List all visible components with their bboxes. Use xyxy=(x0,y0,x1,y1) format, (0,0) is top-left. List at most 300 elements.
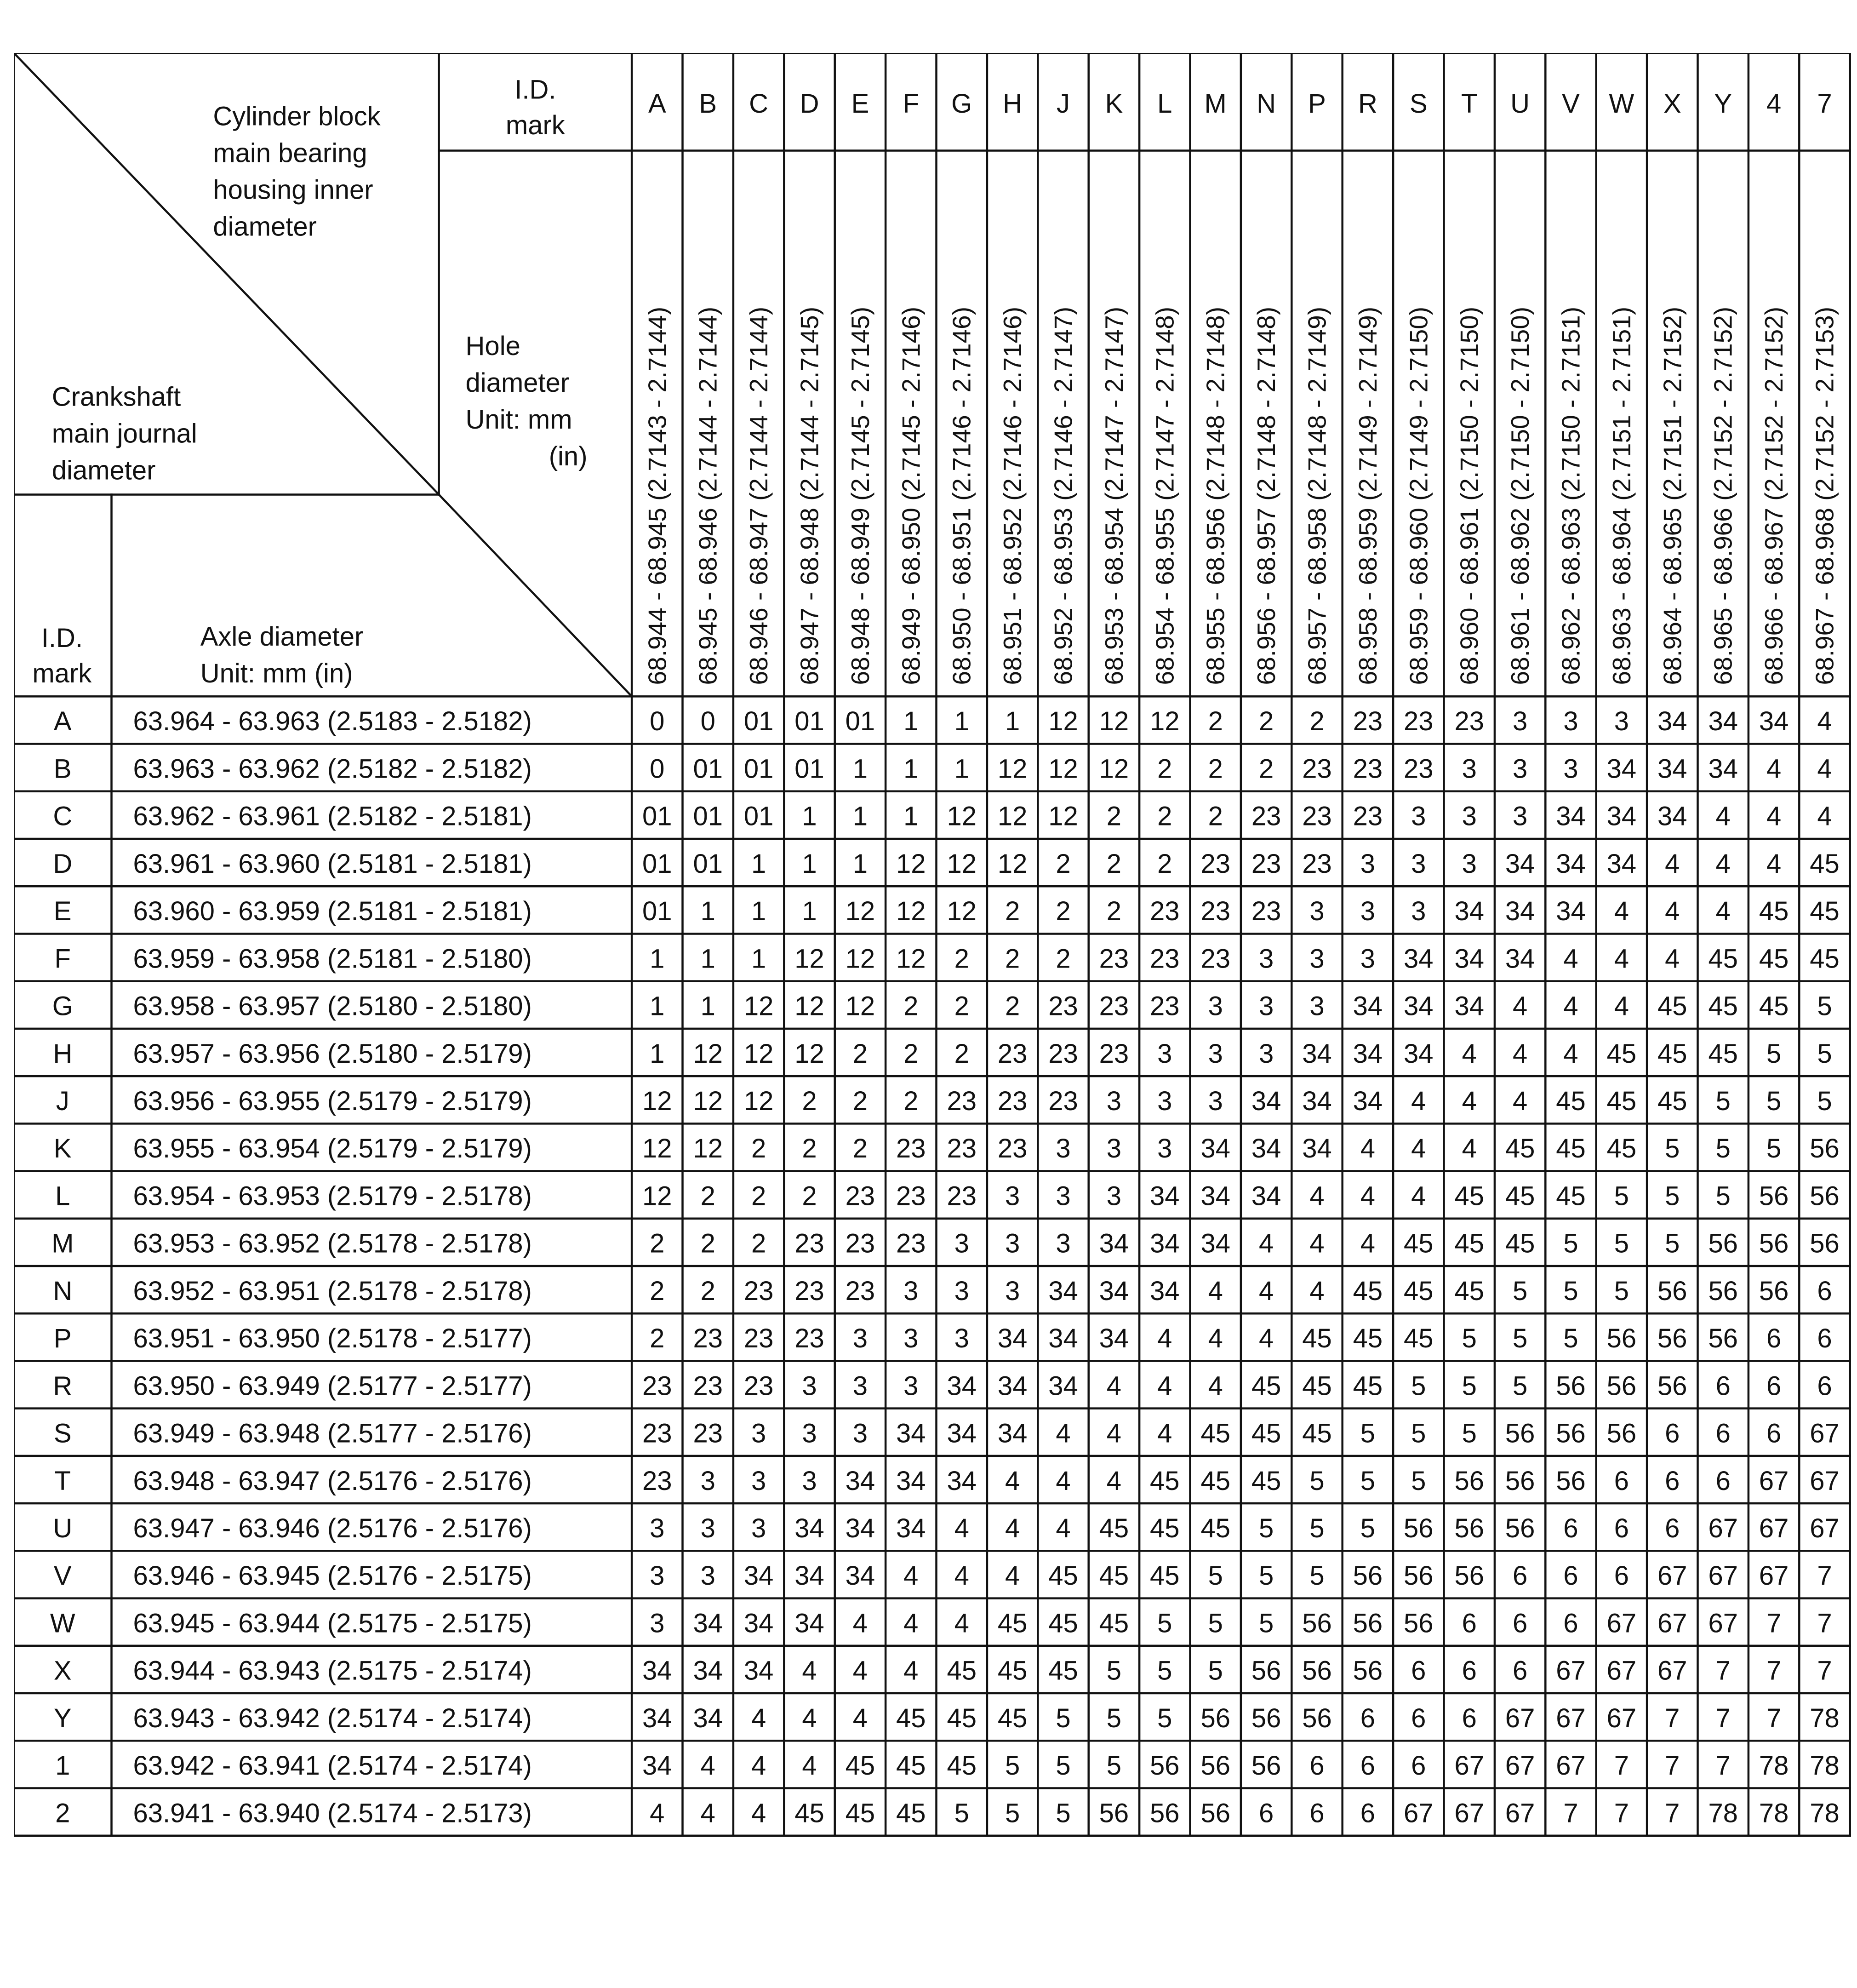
bearing-grade-cell: 56 xyxy=(1454,1561,1484,1591)
bearing-grade-cell: 3 xyxy=(700,1513,715,1543)
bearing-grade-cell: 5 xyxy=(1208,1561,1223,1591)
bearing-grade-cell: 7 xyxy=(1766,1656,1782,1686)
bearing-grade-cell: 7 xyxy=(1715,1751,1731,1781)
bearing-grade-cell: 4 xyxy=(1258,1323,1274,1354)
bearing-grade-cell: 67 xyxy=(1454,1798,1484,1828)
bearing-grade-cell: 56 xyxy=(1150,1798,1180,1828)
bearing-grade-cell: 34 xyxy=(693,1703,723,1733)
bearing-grade-cell: 23 xyxy=(1150,944,1180,974)
bearing-grade-cell: 56 xyxy=(1556,1418,1586,1449)
bearing-grade-cell: 4 xyxy=(1309,1228,1325,1259)
bearing-grade-cell: 23 xyxy=(1099,991,1129,1021)
bearing-grade-cell: 45 xyxy=(1200,1418,1230,1449)
bearing-grade-cell: 5 xyxy=(1360,1466,1376,1496)
bearing-grade-cell: 4 xyxy=(1309,1276,1325,1306)
bearing-grade-cell: 5 xyxy=(1208,1608,1223,1639)
bearing-grade-cell: 23 xyxy=(693,1371,723,1401)
bearing-grade-cell: 45 xyxy=(1606,1038,1637,1069)
bearing-grade-cell: 56 xyxy=(1505,1513,1535,1543)
bearing-grade-cell: 34 xyxy=(845,1466,875,1496)
row-axle-range: 63.949 - 63.948 (2.5177 - 2.5176) xyxy=(133,1418,532,1449)
bearing-grade-cell: 3 xyxy=(802,1371,817,1401)
bearing-grade-cell: 67 xyxy=(1657,1561,1687,1591)
row-axle-range: 63.964 - 63.963 (2.5183 - 2.5182) xyxy=(133,706,532,737)
bearing-grade-cell: 6 xyxy=(1563,1608,1578,1639)
bearing-grade-cell: 6 xyxy=(1258,1798,1274,1828)
bearing-grade-cell: 7 xyxy=(1563,1798,1578,1828)
bearing-grade-cell: 6 xyxy=(1360,1703,1376,1733)
bearing-grade-cell: 5 xyxy=(1360,1513,1376,1543)
row-id-mark: U xyxy=(53,1513,73,1543)
bearing-grade-cell: 5 xyxy=(1563,1276,1578,1306)
bearing-grade-cell: 78 xyxy=(1810,1798,1840,1828)
bearing-grade-cell: 12 xyxy=(743,991,774,1021)
bearing-grade-cell: 45 xyxy=(947,1656,977,1686)
bearing-grade-cell: 4 xyxy=(1056,1418,1071,1449)
bearing-grade-cell: 01 xyxy=(794,706,824,737)
bearing-grade-cell: 4 xyxy=(1715,896,1731,927)
bearing-grade-cell: 34 xyxy=(1150,1276,1180,1306)
bearing-grade-cell: 67 xyxy=(1505,1703,1535,1733)
bearing-grade-cell: 56 xyxy=(1353,1656,1383,1686)
cylinder-block-label: main bearing xyxy=(213,138,367,168)
bearing-grade-cell: 2 xyxy=(1258,706,1274,737)
bearing-grade-cell: 34 xyxy=(1353,1086,1383,1116)
bearing-grade-cell: 12 xyxy=(642,1181,672,1211)
bearing-grade-cell: 6 xyxy=(1665,1513,1680,1543)
bearing-grade-cell: 34 xyxy=(1048,1323,1078,1354)
bearing-grade-cell: 5 xyxy=(1208,1656,1223,1686)
bearing-grade-cell: 45 xyxy=(1454,1228,1484,1259)
bearing-grade-cell: 45 xyxy=(947,1751,977,1781)
hole-diameter-label: diameter xyxy=(465,368,570,398)
column-id-mark: C xyxy=(749,88,769,119)
bearing-grade-cell: 45 xyxy=(845,1798,875,1828)
bearing-grade-cell: 01 xyxy=(642,848,672,879)
bearing-grade-cell: 1 xyxy=(650,944,665,974)
bearing-grade-cell: 45 xyxy=(1708,991,1738,1021)
bearing-grade-cell: 7 xyxy=(1715,1703,1731,1733)
bearing-grade-cell: 3 xyxy=(1157,1086,1172,1116)
bearing-grade-cell: 56 xyxy=(1251,1703,1281,1733)
bearing-grade-cell: 56 xyxy=(1657,1276,1687,1306)
bearing-grade-cell: 12 xyxy=(693,1086,723,1116)
bearing-grade-cell: 6 xyxy=(1462,1703,1477,1733)
bearing-grade-cell: 3 xyxy=(903,1323,919,1354)
bearing-grade-cell: 45 xyxy=(1708,944,1738,974)
bearing-grade-cell: 2 xyxy=(1208,706,1223,737)
bearing-grade-cell: 4 xyxy=(1462,1086,1477,1116)
bearing-grade-cell: 4 xyxy=(852,1608,868,1639)
bearing-grade-cell: 4 xyxy=(802,1751,817,1781)
bearing-grade-cell: 34 xyxy=(896,1513,926,1543)
bearing-grade-cell: 4 xyxy=(1411,1086,1426,1116)
bearing-grade-cell: 4 xyxy=(1614,991,1629,1021)
bearing-grade-cell: 6 xyxy=(1563,1561,1578,1591)
bearing-grade-cell: 3 xyxy=(1157,1038,1172,1069)
bearing-grade-cell: 45 xyxy=(997,1656,1028,1686)
bearing-grade-cell: 56 xyxy=(1251,1656,1281,1686)
bearing-grade-cell: 45 xyxy=(1200,1466,1230,1496)
column-hole-range: 68.952 - 68.953 (2.7146 - 2.7147) xyxy=(1049,306,1078,685)
bearing-grade-cell: 6 xyxy=(1766,1418,1782,1449)
bearing-grade-cell: 3 xyxy=(700,1561,715,1591)
axle-diameter-label: Axle diameter xyxy=(200,622,364,652)
bearing-grade-cell: 34 xyxy=(743,1608,774,1639)
bearing-grade-cell: 56 xyxy=(1302,1656,1332,1686)
bearing-grade-cell: 56 xyxy=(1810,1134,1840,1164)
bearing-grade-cell: 45 xyxy=(896,1798,926,1828)
bearing-grade-cell: 3 xyxy=(1462,848,1477,879)
bearing-grade-cell: 23 xyxy=(794,1228,824,1259)
bearing-grade-cell: 4 xyxy=(1411,1181,1426,1211)
bearing-grade-cell: 23 xyxy=(794,1276,824,1306)
bearing-grade-cell: 34 xyxy=(794,1561,824,1591)
bearing-grade-cell: 4 xyxy=(903,1561,919,1591)
bearing-grade-cell: 34 xyxy=(1302,1038,1332,1069)
bearing-grade-cell: 45 xyxy=(1302,1371,1332,1401)
bearing-grade-cell: 5 xyxy=(1005,1751,1020,1781)
bearing-grade-cell: 78 xyxy=(1810,1751,1840,1781)
bearing-grade-cell: 4 xyxy=(1715,848,1731,879)
bearing-grade-cell: 4 xyxy=(802,1656,817,1686)
bearing-grade-cell: 34 xyxy=(1150,1228,1180,1259)
column-id-mark: L xyxy=(1157,88,1172,119)
bearing-grade-cell: 4 xyxy=(1258,1276,1274,1306)
bearing-grade-cell: 4 xyxy=(1208,1276,1223,1306)
column-hole-range: 68.948 - 68.949 (2.7145 - 2.7145) xyxy=(846,306,874,685)
bearing-grade-cell: 2 xyxy=(1157,754,1172,784)
bearing-grade-cell: 4 xyxy=(751,1703,766,1733)
bearing-grade-cell: 23 xyxy=(1048,991,1078,1021)
column-id-mark: E xyxy=(851,88,869,119)
column-id-mark: P xyxy=(1308,88,1326,119)
column-hole-range: 68.944 - 68.945 (2.7143 - 2.7144) xyxy=(643,306,672,685)
bearing-grade-cell: 2 xyxy=(802,1086,817,1116)
bearing-grade-cell: 12 xyxy=(1099,754,1129,784)
bearing-grade-cell: 23 xyxy=(693,1418,723,1449)
bearing-grade-cell: 5 xyxy=(1563,1228,1578,1259)
bearing-grade-cell: 12 xyxy=(642,1086,672,1116)
row-axle-range: 63.959 - 63.958 (2.5181 - 2.5180) xyxy=(133,944,532,974)
bearing-grade-cell: 3 xyxy=(1258,944,1274,974)
bearing-grade-cell: 67 xyxy=(1505,1751,1535,1781)
column-hole-range: 68.957 - 68.958 (2.7148 - 2.7149) xyxy=(1303,306,1331,685)
bearing-grade-cell: 12 xyxy=(896,848,926,879)
bearing-grade-cell: 6 xyxy=(1715,1466,1731,1496)
bearing-grade-cell: 2 xyxy=(903,1038,919,1069)
bearing-grade-cell: 23 xyxy=(1099,944,1129,974)
bearing-grade-cell: 45 xyxy=(1048,1656,1078,1686)
bearing-grade-cell: 23 xyxy=(743,1371,774,1401)
bearing-grade-cell: 5 xyxy=(1614,1228,1629,1259)
bearing-grade-cell: 67 xyxy=(1606,1703,1637,1733)
row-axle-range: 63.961 - 63.960 (2.5181 - 2.5181) xyxy=(133,848,532,879)
bearing-grade-cell: 5 xyxy=(1056,1703,1071,1733)
bearing-grade-cell: 4 xyxy=(852,1703,868,1733)
bearing-grade-cell: 3 xyxy=(751,1513,766,1543)
bearing-grade-cell: 34 xyxy=(845,1561,875,1591)
bearing-grade-cell: 3 xyxy=(903,1276,919,1306)
bearing-grade-cell: 45 xyxy=(1505,1181,1535,1211)
bearing-grade-cell: 3 xyxy=(903,1371,919,1401)
bearing-grade-cell: 3 xyxy=(650,1513,665,1543)
bearing-grade-cell: 45 xyxy=(1657,1086,1687,1116)
bearing-grade-cell: 67 xyxy=(1708,1608,1738,1639)
bearing-grade-cell: 78 xyxy=(1810,1703,1840,1733)
bearing-grade-cell: 67 xyxy=(1606,1656,1637,1686)
bearing-grade-cell: 23 xyxy=(845,1181,875,1211)
bearing-grade-cell: 56 xyxy=(1759,1276,1789,1306)
bearing-grade-cell: 34 xyxy=(1454,944,1484,974)
column-hole-range: 68.965 - 68.966 (2.7152 - 2.7152) xyxy=(1708,306,1737,685)
bearing-grade-cell: 34 xyxy=(1556,801,1586,831)
bearing-grade-cell: 6 xyxy=(1360,1798,1376,1828)
bearing-grade-cell: 23 xyxy=(642,1371,672,1401)
bearing-grade-cell: 34 xyxy=(743,1561,774,1591)
bearing-grade-cell: 34 xyxy=(997,1323,1028,1354)
bearing-grade-cell: 2 xyxy=(1005,944,1020,974)
bearing-grade-cell: 23 xyxy=(947,1086,977,1116)
row-axle-range: 63.941 - 63.940 (2.5174 - 2.5173) xyxy=(133,1798,532,1828)
column-id-mark: F xyxy=(903,88,920,119)
bearing-grade-cell: 3 xyxy=(954,1228,969,1259)
bearing-grade-cell: 12 xyxy=(997,848,1028,879)
bearing-grade-cell: 4 xyxy=(1106,1466,1122,1496)
bearing-grade-cell: 34 xyxy=(1404,944,1434,974)
bearing-grade-cell: 56 xyxy=(1454,1513,1484,1543)
bearing-grade-cell: 3 xyxy=(1462,801,1477,831)
bearing-grade-cell: 7 xyxy=(1665,1751,1680,1781)
bearing-grade-cell: 45 xyxy=(1759,944,1789,974)
bearing-grade-cell: 56 xyxy=(1150,1751,1180,1781)
bearing-grade-cell: 34 xyxy=(1505,848,1535,879)
bearing-grade-cell: 6 xyxy=(1411,1751,1426,1781)
column-hole-range: 68.964 - 68.965 (2.7151 - 2.7152) xyxy=(1658,306,1687,685)
bearing-grade-cell: 34 xyxy=(1556,896,1586,927)
bearing-grade-cell: 34 xyxy=(997,1371,1028,1401)
row-id-mark: C xyxy=(53,801,73,831)
bearing-grade-cell: 3 xyxy=(1005,1276,1020,1306)
bearing-grade-cell: 23 xyxy=(896,1181,926,1211)
bearing-grade-cell: 34 xyxy=(1150,1181,1180,1211)
bearing-grade-cell: 3 xyxy=(852,1371,868,1401)
bearing-grade-cell: 6 xyxy=(1309,1751,1325,1781)
bearing-grade-cell: 56 xyxy=(1759,1228,1789,1259)
bearing-grade-cell: 7 xyxy=(1817,1608,1832,1639)
bearing-grade-cell: 34 xyxy=(1353,1038,1383,1069)
cylinder-block-label: Cylinder block xyxy=(213,101,381,132)
bearing-grade-cell: 0 xyxy=(700,706,715,737)
bearing-grade-cell: 4 xyxy=(903,1656,919,1686)
bearing-grade-cell: 01 xyxy=(743,801,774,831)
bearing-grade-cell: 2 xyxy=(802,1134,817,1164)
bearing-grade-cell: 6 xyxy=(1665,1418,1680,1449)
bearing-grade-cell: 78 xyxy=(1759,1751,1789,1781)
bearing-grade-cell: 4 xyxy=(852,1656,868,1686)
row-axle-range: 63.963 - 63.962 (2.5182 - 2.5182) xyxy=(133,754,532,784)
bearing-grade-cell: 23 xyxy=(1302,801,1332,831)
bearing-grade-cell: 2 xyxy=(751,1181,766,1211)
bearing-grade-cell: 67 xyxy=(1759,1513,1789,1543)
bearing-grade-cell: 5 xyxy=(1766,1038,1782,1069)
bearing-grade-cell: 4 xyxy=(954,1513,969,1543)
bearing-grade-cell: 34 xyxy=(896,1466,926,1496)
bearing-grade-cell: 7 xyxy=(1665,1703,1680,1733)
bearing-grade-cell: 56 xyxy=(1099,1798,1129,1828)
column-hole-range: 68.947 - 68.948 (2.7144 - 2.7145) xyxy=(795,306,824,685)
bearing-grade-cell: 45 xyxy=(1606,1134,1637,1164)
bearing-grade-cell: 5 xyxy=(1157,1656,1172,1686)
bearing-grade-cell: 67 xyxy=(1708,1513,1738,1543)
bearing-selection-table xyxy=(14,53,1853,1842)
row-id-mark: B xyxy=(53,754,72,784)
bearing-grade-cell: 2 xyxy=(1106,896,1122,927)
row-axle-range: 63.942 - 63.941 (2.5174 - 2.5174) xyxy=(133,1751,532,1781)
bearing-grade-cell: 78 xyxy=(1708,1798,1738,1828)
bearing-grade-cell: 3 xyxy=(1056,1134,1071,1164)
row-id-mark: X xyxy=(53,1656,72,1686)
bearing-grade-cell: 23 xyxy=(743,1276,774,1306)
bearing-grade-cell: 5 xyxy=(1056,1798,1071,1828)
bearing-grade-cell: 67 xyxy=(1810,1418,1840,1449)
column-hole-range: 68.959 - 68.960 (2.7149 - 2.7150) xyxy=(1404,306,1433,685)
bearing-grade-cell: 67 xyxy=(1556,1656,1586,1686)
column-hole-range: 68.955 - 68.956 (2.7148 - 2.7148) xyxy=(1201,306,1230,685)
bearing-grade-cell: 34 xyxy=(1657,801,1687,831)
bearing-grade-cell: 23 xyxy=(743,1323,774,1354)
bearing-grade-cell: 3 xyxy=(1208,991,1223,1021)
bearing-grade-cell: 4 xyxy=(1106,1418,1122,1449)
row-id-mark: D xyxy=(53,848,73,879)
bearing-grade-cell: 3 xyxy=(1309,991,1325,1021)
bearing-grade-cell: 45 xyxy=(1606,1086,1637,1116)
bearing-grade-cell: 67 xyxy=(1759,1561,1789,1591)
bearing-grade-cell: 01 xyxy=(693,848,723,879)
bearing-grade-cell: 5 xyxy=(1106,1751,1122,1781)
bearing-grade-cell: 5 xyxy=(1157,1608,1172,1639)
bearing-grade-cell: 56 xyxy=(1556,1371,1586,1401)
bearing-grade-cell: 5 xyxy=(1715,1134,1731,1164)
bearing-grade-cell: 6 xyxy=(1462,1608,1477,1639)
bearing-grade-cell: 1 xyxy=(802,801,817,831)
bearing-grade-cell: 4 xyxy=(1817,801,1832,831)
bearing-grade-cell: 3 xyxy=(852,1418,868,1449)
bearing-grade-cell: 3 xyxy=(1411,848,1426,879)
bearing-grade-cell: 23 xyxy=(1251,896,1281,927)
column-id-mark: G xyxy=(951,88,972,119)
bearing-grade-cell: 45 xyxy=(1657,1038,1687,1069)
row-id-mark: N xyxy=(53,1276,73,1306)
bearing-grade-cell: 67 xyxy=(1454,1751,1484,1781)
bearing-grade-cell: 6 xyxy=(1563,1513,1578,1543)
bearing-grade-cell: 5 xyxy=(1309,1466,1325,1496)
bearing-grade-cell: 23 xyxy=(1200,896,1230,927)
bearing-grade-cell: 1 xyxy=(852,801,868,831)
bearing-grade-cell: 45 xyxy=(1099,1608,1129,1639)
bearing-grade-cell: 2 xyxy=(751,1228,766,1259)
bearing-grade-cell: 34 xyxy=(1200,1181,1230,1211)
bearing-grade-cell: 56 xyxy=(1505,1466,1535,1496)
bearing-grade-cell: 01 xyxy=(743,754,774,784)
bearing-grade-cell: 56 xyxy=(1606,1323,1637,1354)
bearing-grade-cell: 3 xyxy=(1360,944,1376,974)
bearing-grade-cell: 23 xyxy=(1150,896,1180,927)
bearing-grade-cell: 3 xyxy=(1106,1086,1122,1116)
bearing-grade-cell: 3 xyxy=(650,1561,665,1591)
bearing-grade-cell: 34 xyxy=(743,1656,774,1686)
bearing-grade-cell: 4 xyxy=(1411,1134,1426,1164)
bearing-grade-cell: 45 xyxy=(1556,1134,1586,1164)
bearing-grade-cell: 23 xyxy=(1454,706,1484,737)
bearing-grade-cell: 45 xyxy=(1556,1181,1586,1211)
row-axle-range: 63.951 - 63.950 (2.5178 - 2.5177) xyxy=(133,1323,532,1354)
bearing-grade-cell: 3 xyxy=(1208,1086,1223,1116)
bearing-grade-cell: 56 xyxy=(1200,1703,1230,1733)
row-id-mark: P xyxy=(53,1323,72,1354)
row-id-mark: G xyxy=(52,991,73,1021)
bearing-grade-cell: 56 xyxy=(1657,1323,1687,1354)
bearing-grade-cell: 1 xyxy=(751,848,766,879)
bearing-grade-cell: 3 xyxy=(802,1466,817,1496)
bearing-grade-cell: 12 xyxy=(743,1038,774,1069)
row-id-mark: 2 xyxy=(55,1798,70,1828)
bearing-grade-cell: 5 xyxy=(1817,1086,1832,1116)
bearing-grade-cell: 56 xyxy=(1810,1181,1840,1211)
bearing-grade-cell: 45 xyxy=(1657,991,1687,1021)
bearing-grade-cell: 2 xyxy=(852,1134,868,1164)
column-id-mark: J xyxy=(1057,88,1070,119)
bearing-grade-cell: 45 xyxy=(896,1703,926,1733)
bearing-grade-cell: 5 xyxy=(1665,1181,1680,1211)
bearing-grade-cell: 23 xyxy=(947,1181,977,1211)
bearing-grade-cell: 0 xyxy=(650,754,665,784)
bearing-grade-cell: 34 xyxy=(1759,706,1789,737)
bearing-grade-cell: 01 xyxy=(693,754,723,784)
bearing-grade-cell: 1 xyxy=(903,754,919,784)
bearing-grade-cell: 45 xyxy=(1810,848,1840,879)
bearing-grade-cell: 4 xyxy=(954,1608,969,1639)
bearing-grade-cell: 5 xyxy=(1715,1181,1731,1211)
bearing-grade-cell: 3 xyxy=(1411,896,1426,927)
column-hole-range: 68.967 - 68.968 (2.7152 - 2.7153) xyxy=(1810,306,1839,685)
bearing-grade-cell: 3 xyxy=(1411,801,1426,831)
bearing-grade-cell: 3 xyxy=(1005,1181,1020,1211)
bearing-grade-cell: 6 xyxy=(1817,1323,1832,1354)
column-id-mark: Y xyxy=(1714,88,1732,119)
bearing-grade-cell: 4 xyxy=(903,1608,919,1639)
column-id-mark: M xyxy=(1204,88,1227,119)
bearing-grade-cell: 45 xyxy=(947,1703,977,1733)
bearing-grade-cell: 34 xyxy=(1454,896,1484,927)
bearing-grade-cell: 3 xyxy=(1005,1228,1020,1259)
bearing-grade-cell: 23 xyxy=(1251,848,1281,879)
bearing-grade-cell: 6 xyxy=(1512,1608,1528,1639)
bearing-grade-cell: 4 xyxy=(1512,1038,1528,1069)
bearing-grade-cell: 1 xyxy=(903,706,919,737)
row-axle-range: 63.958 - 63.957 (2.5180 - 2.5180) xyxy=(133,991,532,1021)
bearing-grade-cell: 5 xyxy=(1005,1798,1020,1828)
bearing-grade-cell: 56 xyxy=(1200,1751,1230,1781)
bearing-grade-cell: 2 xyxy=(650,1276,665,1306)
bearing-grade-cell: 12 xyxy=(794,1038,824,1069)
bearing-grade-cell: 6 xyxy=(1411,1656,1426,1686)
column-id-mark: T xyxy=(1461,88,1478,119)
bearing-grade-cell: 3 xyxy=(1462,754,1477,784)
bearing-grade-cell: 56 xyxy=(1606,1418,1637,1449)
row-id-mark: J xyxy=(56,1086,69,1116)
bearing-grade-cell: 4 xyxy=(1715,801,1731,831)
